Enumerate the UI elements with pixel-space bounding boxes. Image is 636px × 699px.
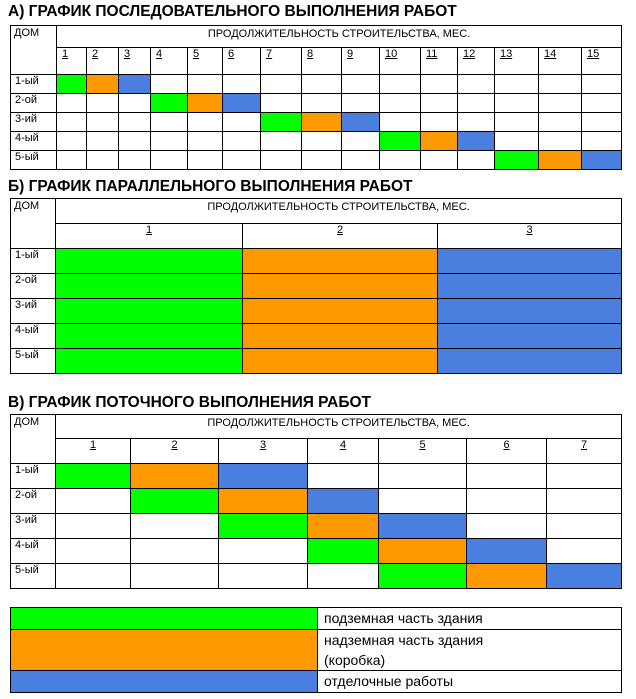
month-4: 4 xyxy=(151,48,188,75)
empty-cell xyxy=(421,151,458,170)
blue-work-cell xyxy=(342,113,380,132)
month-5: 5 xyxy=(188,48,223,75)
empty-cell xyxy=(547,489,622,514)
empty-cell xyxy=(302,151,342,170)
empty-cell xyxy=(458,151,495,170)
empty-cell xyxy=(539,94,582,113)
dom-header: ДОМ xyxy=(11,199,56,249)
empty-cell xyxy=(119,132,151,151)
parallel-schedule-table xyxy=(10,198,622,374)
month-9: 9 xyxy=(342,48,380,75)
blue-work-cell xyxy=(379,514,467,539)
month-10: 10 xyxy=(380,48,421,75)
month-6: 6 xyxy=(467,439,547,464)
empty-cell xyxy=(56,539,131,564)
blue-work-cell xyxy=(467,539,547,564)
house-label: 5-ый xyxy=(11,349,56,374)
house-label: 2-ой xyxy=(11,489,56,514)
empty-cell xyxy=(223,151,261,170)
empty-cell xyxy=(342,151,380,170)
empty-cell xyxy=(261,132,302,151)
month-6: 6 xyxy=(223,48,261,75)
empty-cell xyxy=(495,132,539,151)
house-label: 1-ый xyxy=(11,464,56,489)
empty-cell xyxy=(547,464,622,489)
empty-cell xyxy=(261,94,302,113)
month-4: 4 xyxy=(308,439,379,464)
dom-header: ДОМ xyxy=(11,415,56,464)
house-row xyxy=(11,274,622,299)
empty-cell xyxy=(223,132,261,151)
blue-work-cell xyxy=(438,249,622,274)
green-work-cell xyxy=(308,539,379,564)
empty-cell xyxy=(219,564,308,589)
blue-work-cell xyxy=(458,132,495,151)
orange-work-cell xyxy=(219,489,308,514)
orange-work-cell xyxy=(188,94,223,113)
month-3: 3 xyxy=(119,48,151,75)
legend-table xyxy=(10,607,622,693)
empty-cell xyxy=(495,94,539,113)
empty-cell xyxy=(458,113,495,132)
house-row xyxy=(11,514,622,539)
orange-work-cell xyxy=(243,299,438,324)
house-row xyxy=(11,75,622,94)
blue-work-cell xyxy=(547,564,622,589)
empty-cell xyxy=(302,75,342,94)
empty-cell xyxy=(467,464,547,489)
blue-work-cell xyxy=(219,464,308,489)
empty-cell xyxy=(342,132,380,151)
blue-work-cell xyxy=(438,274,622,299)
orange-work-cell xyxy=(379,539,467,564)
empty-cell xyxy=(131,514,219,539)
month-12: 12 xyxy=(458,48,495,75)
month-2: 2 xyxy=(87,48,119,75)
empty-cell xyxy=(582,132,622,151)
empty-cell xyxy=(308,464,379,489)
empty-cell xyxy=(57,94,87,113)
empty-cell xyxy=(223,75,261,94)
house-label: 5-ый xyxy=(11,151,57,170)
green-work-cell xyxy=(380,132,421,151)
house-label: 1-ый xyxy=(11,249,56,274)
month-14: 14 xyxy=(539,48,582,75)
duration-header: ПРОДОЛЖИТЕЛЬНОСТЬ СТРОИТЕЛЬСТВА, МЕС. xyxy=(56,415,622,439)
green-work-cell xyxy=(495,151,539,170)
duration-header: ПРОДОЛЖИТЕЛЬНОСТЬ СТРОИТЕЛЬСТВА, МЕС. xyxy=(56,199,622,224)
blue-work-cell xyxy=(308,489,379,514)
month-15: 15 xyxy=(582,48,622,75)
empty-cell xyxy=(342,75,380,94)
legend-label-aboveground-line2: (коробка) xyxy=(324,652,386,668)
month-1: 1 xyxy=(56,224,243,249)
green-work-cell xyxy=(56,349,243,374)
blue-work-cell xyxy=(223,94,261,113)
empty-cell xyxy=(57,151,87,170)
month-1: 1 xyxy=(57,48,87,75)
orange-work-cell xyxy=(467,564,547,589)
empty-cell xyxy=(547,514,622,539)
orange-work-cell xyxy=(243,274,438,299)
empty-cell xyxy=(467,489,547,514)
month-11: 11 xyxy=(421,48,458,75)
empty-cell xyxy=(379,489,467,514)
dom-header: ДОМ xyxy=(11,26,57,75)
house-label: 5-ый xyxy=(11,564,56,589)
house-label: 1-ый xyxy=(11,75,57,94)
house-row xyxy=(11,349,622,374)
orange-work-cell xyxy=(131,464,219,489)
empty-cell xyxy=(582,113,622,132)
house-label: 2-ой xyxy=(11,274,56,299)
green-work-cell xyxy=(379,564,467,589)
house-label: 3-ий xyxy=(11,299,56,324)
house-row xyxy=(11,151,622,170)
empty-cell xyxy=(495,113,539,132)
house-row xyxy=(11,489,622,514)
green-work-cell xyxy=(56,249,243,274)
blue-work-cell xyxy=(582,151,622,170)
house-row xyxy=(11,132,622,151)
house-label: 3-ий xyxy=(11,514,56,539)
house-label: 4-ый xyxy=(11,324,56,349)
empty-cell xyxy=(87,132,119,151)
empty-cell xyxy=(421,113,458,132)
empty-cell xyxy=(151,75,188,94)
section-a-title: А) ГРАФИК ПОСЛЕДОВАТЕЛЬНОГО ВЫПОЛНЕНИЯ РАБОТ xyxy=(8,3,457,20)
orange-work-cell xyxy=(539,151,582,170)
month-3: 3 xyxy=(219,439,308,464)
orange-work-cell xyxy=(421,132,458,151)
month-13: 13 xyxy=(495,48,539,75)
empty-cell xyxy=(151,113,188,132)
empty-cell xyxy=(539,75,582,94)
blue-work-cell xyxy=(119,75,151,94)
orange-work-cell xyxy=(87,75,119,94)
empty-cell xyxy=(302,132,342,151)
orange-work-cell xyxy=(243,249,438,274)
month-7: 7 xyxy=(547,439,622,464)
empty-cell xyxy=(57,113,87,132)
legend-label-underground: подземная часть здания xyxy=(318,608,622,630)
empty-cell xyxy=(87,94,119,113)
blue-work-cell xyxy=(438,299,622,324)
empty-cell xyxy=(261,151,302,170)
legend-swatch-aboveground xyxy=(11,630,318,671)
house-label: 4-ый xyxy=(11,539,56,564)
empty-cell xyxy=(223,113,261,132)
empty-cell xyxy=(380,151,421,170)
section-c-title: В) ГРАФИК ПОТОЧНОГО ВЫПОЛНЕНИЯ РАБОТ xyxy=(8,394,371,411)
duration-header: ПРОДОЛЖИТЕЛЬНОСТЬ СТРОИТЕЛЬСТВА, МЕС. xyxy=(57,26,622,48)
month-2: 2 xyxy=(243,224,438,249)
empty-cell xyxy=(188,75,223,94)
empty-cell xyxy=(119,94,151,113)
month-5: 5 xyxy=(379,439,467,464)
empty-cell xyxy=(188,151,223,170)
flow-schedule-table xyxy=(10,414,622,589)
empty-cell xyxy=(87,113,119,132)
empty-cell xyxy=(151,151,188,170)
house-label: 4-ый xyxy=(11,132,57,151)
orange-work-cell xyxy=(308,514,379,539)
orange-work-cell xyxy=(302,113,342,132)
green-work-cell xyxy=(219,514,308,539)
empty-cell xyxy=(379,464,467,489)
month-3: 3 xyxy=(438,224,622,249)
legend-swatch-finishing xyxy=(11,671,318,693)
sequential-schedule-table xyxy=(10,25,622,170)
empty-cell xyxy=(57,132,87,151)
green-work-cell xyxy=(131,489,219,514)
orange-work-cell xyxy=(243,324,438,349)
month-8: 8 xyxy=(302,48,342,75)
empty-cell xyxy=(302,94,342,113)
empty-cell xyxy=(421,94,458,113)
empty-cell xyxy=(421,75,458,94)
empty-cell xyxy=(342,94,380,113)
house-label: 3-ий xyxy=(11,113,57,132)
empty-cell xyxy=(458,75,495,94)
green-work-cell xyxy=(56,299,243,324)
legend-label-aboveground xyxy=(318,630,622,671)
empty-cell xyxy=(261,75,302,94)
month-1: 1 xyxy=(56,439,131,464)
legend-label-finishing: отделочные работы xyxy=(318,671,622,693)
green-work-cell xyxy=(56,464,131,489)
green-work-cell xyxy=(151,94,188,113)
empty-cell xyxy=(458,94,495,113)
legend-swatch-underground xyxy=(11,608,318,630)
empty-cell xyxy=(547,539,622,564)
empty-cell xyxy=(539,113,582,132)
legend-label-aboveground-line1: надземная часть здания xyxy=(324,632,484,648)
house-row xyxy=(11,249,622,274)
empty-cell xyxy=(380,94,421,113)
empty-cell xyxy=(87,151,119,170)
house-row xyxy=(11,324,622,349)
empty-cell xyxy=(56,489,131,514)
empty-cell xyxy=(119,151,151,170)
empty-cell xyxy=(219,539,308,564)
empty-cell xyxy=(539,132,582,151)
empty-cell xyxy=(467,514,547,539)
empty-cell xyxy=(188,113,223,132)
orange-work-cell xyxy=(243,349,438,374)
empty-cell xyxy=(151,132,188,151)
house-row xyxy=(11,299,622,324)
blue-work-cell xyxy=(438,349,622,374)
green-work-cell xyxy=(261,113,302,132)
empty-cell xyxy=(380,75,421,94)
house-row xyxy=(11,94,622,113)
month-7: 7 xyxy=(261,48,302,75)
green-work-cell xyxy=(56,324,243,349)
house-row xyxy=(11,464,622,489)
blue-work-cell xyxy=(438,324,622,349)
house-label: 2-ой xyxy=(11,94,57,113)
house-row xyxy=(11,113,622,132)
empty-cell xyxy=(308,564,379,589)
empty-cell xyxy=(119,113,151,132)
green-work-cell xyxy=(57,75,87,94)
empty-cell xyxy=(380,113,421,132)
month-2: 2 xyxy=(131,439,219,464)
empty-cell xyxy=(582,94,622,113)
section-b-title: Б) ГРАФИК ПАРАЛЛЕЛЬНОГО ВЫПОЛНЕНИЯ РАБОТ xyxy=(8,178,413,195)
empty-cell xyxy=(582,75,622,94)
empty-cell xyxy=(131,564,219,589)
green-work-cell xyxy=(56,274,243,299)
empty-cell xyxy=(495,75,539,94)
empty-cell xyxy=(131,539,219,564)
house-row xyxy=(11,564,622,589)
empty-cell xyxy=(56,514,131,539)
empty-cell xyxy=(188,132,223,151)
house-row xyxy=(11,539,622,564)
empty-cell xyxy=(56,564,131,589)
